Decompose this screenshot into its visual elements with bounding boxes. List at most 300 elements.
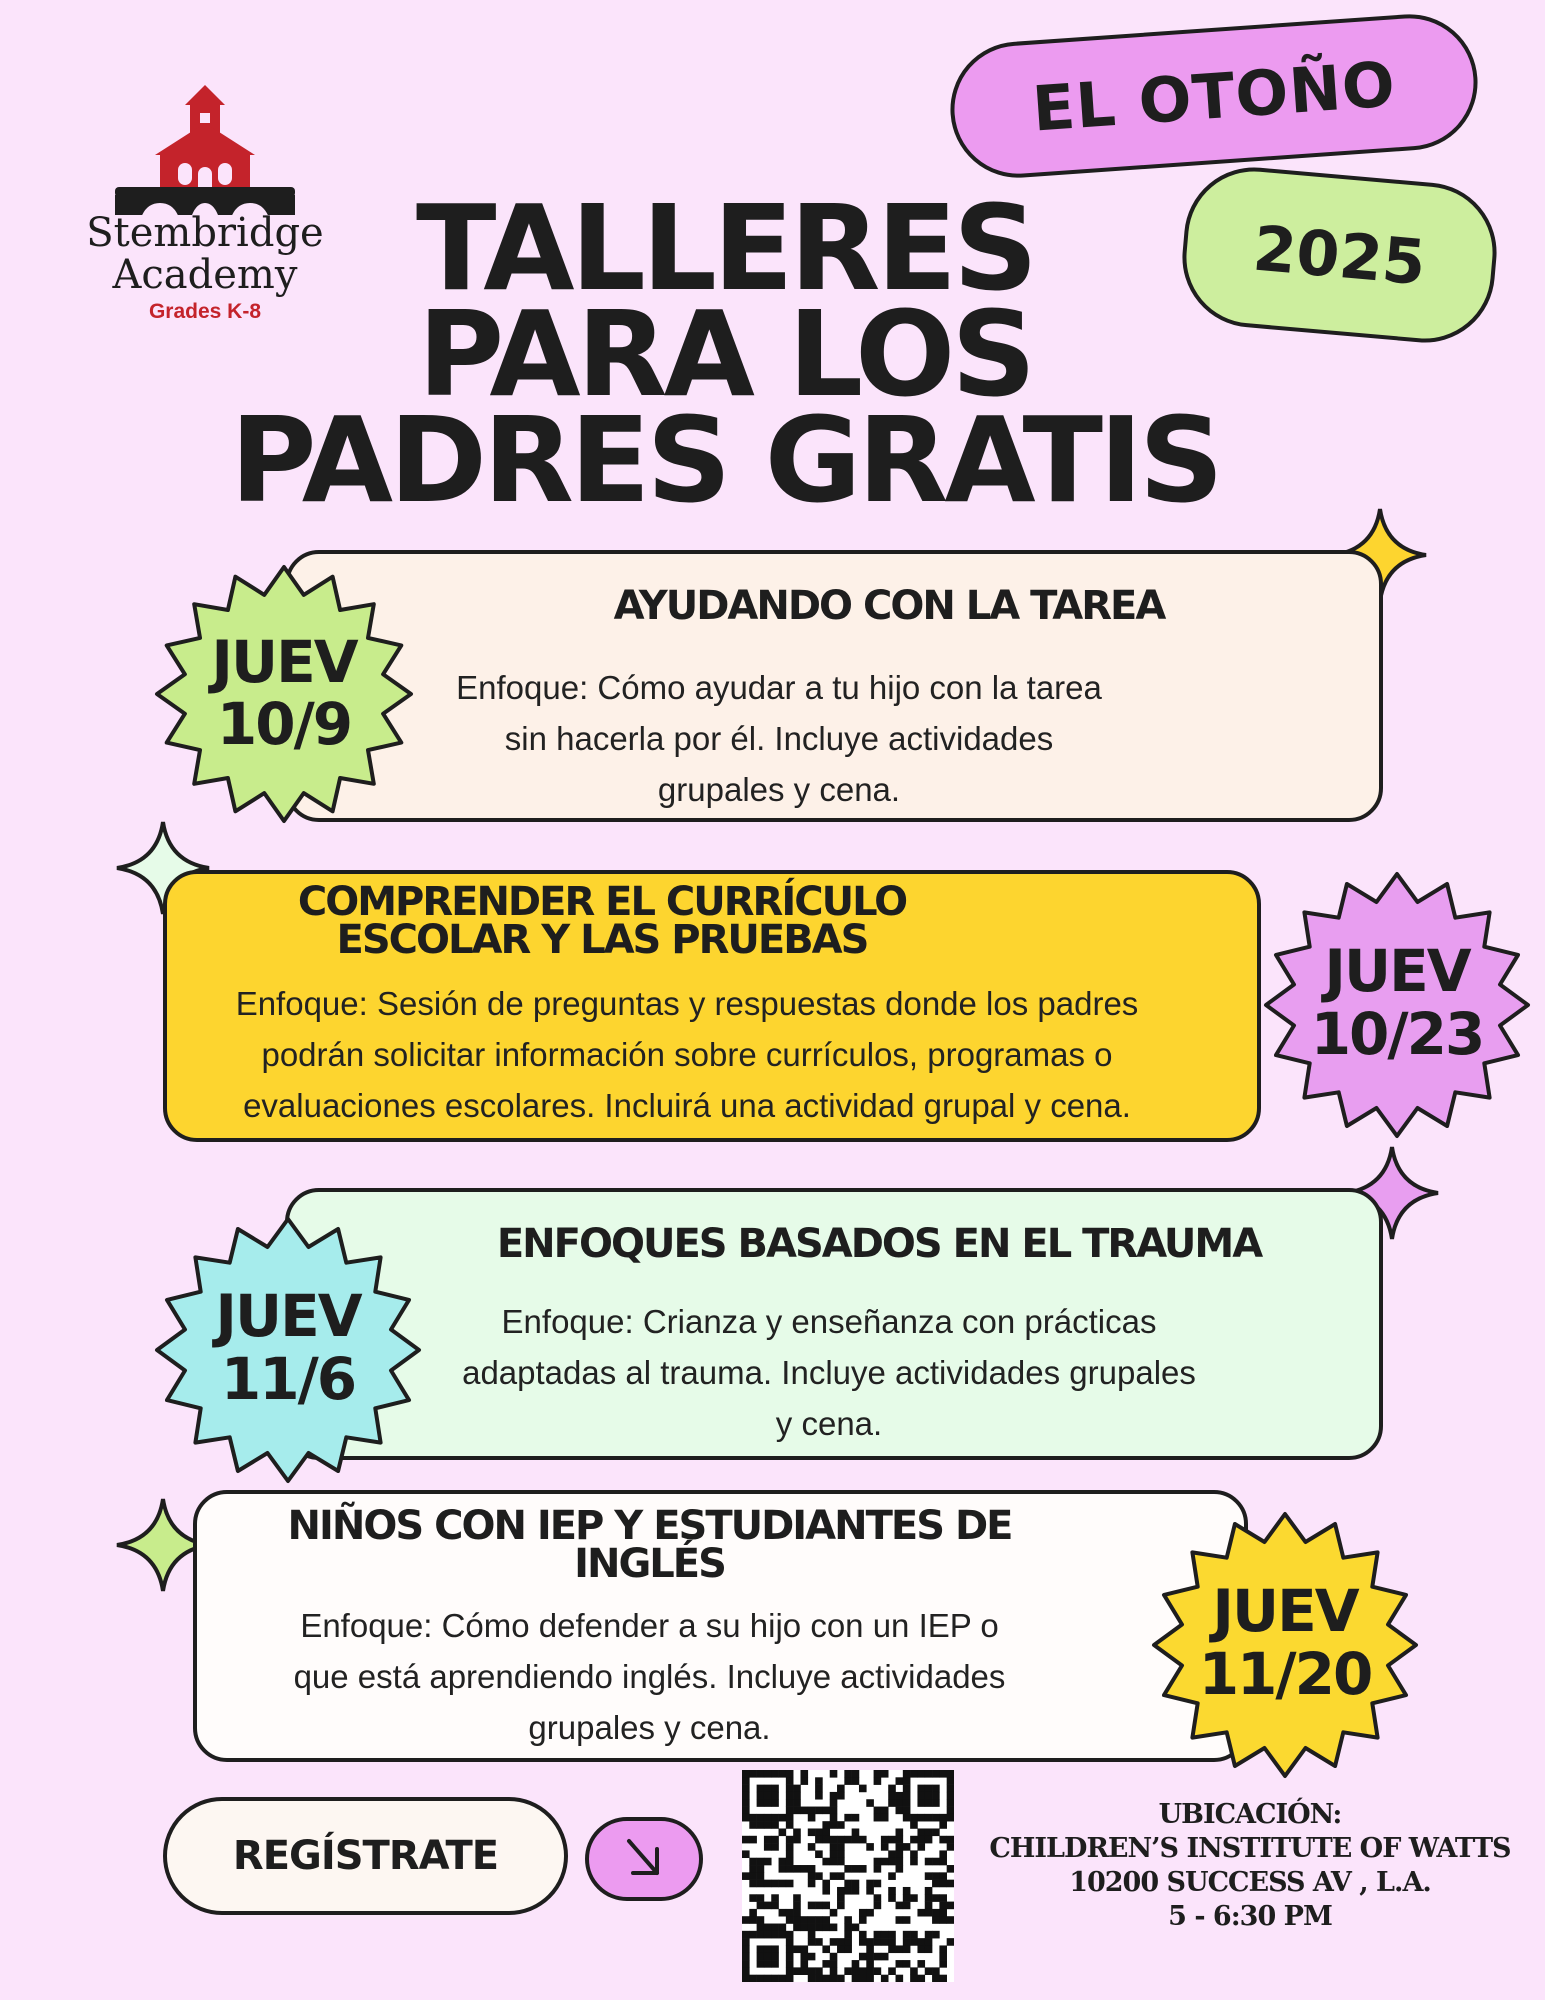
qr-module <box>771 1799 779 1807</box>
qr-module <box>808 1828 816 1836</box>
qr-module <box>742 1770 750 1778</box>
qr-module <box>947 1916 954 1924</box>
qr-module <box>779 1814 787 1822</box>
qr-module <box>866 1938 874 1946</box>
arrow-down-right-icon <box>589 1821 699 1897</box>
qr-module <box>903 1792 911 1800</box>
qr-module <box>866 1945 874 1953</box>
qr-module <box>757 1953 765 1961</box>
qr-module <box>808 1807 816 1815</box>
qr-module <box>844 1814 852 1822</box>
qr-module <box>896 1850 904 1858</box>
school-grades: Grades K-8 <box>148 300 262 323</box>
qr-module <box>808 1931 816 1939</box>
badge-day: JUEV <box>1212 1577 1358 1645</box>
qr-module <box>947 1880 954 1888</box>
qr-module <box>742 1785 750 1793</box>
qr-module <box>925 1828 933 1836</box>
qr-module <box>786 1850 794 1858</box>
qr-module <box>852 1880 860 1888</box>
qr-module <box>786 1770 794 1778</box>
page-title <box>200 179 1250 529</box>
qr-module <box>932 1880 940 1888</box>
qr-module <box>903 1894 911 1902</box>
qr-module <box>939 1821 947 1829</box>
register-button[interactable]: REGÍSTRATE <box>163 1797 568 1915</box>
qr-module <box>874 1814 882 1822</box>
qr-module <box>852 1924 860 1932</box>
qr-module <box>786 1931 794 1939</box>
qr-module <box>800 1960 808 1968</box>
qr-module <box>866 1909 874 1917</box>
qr-module <box>866 1953 874 1961</box>
qr-module <box>830 1770 838 1778</box>
qr-module <box>888 1931 896 1939</box>
qr-module <box>947 1902 954 1910</box>
qr-module <box>874 1865 882 1873</box>
qr-module <box>793 1828 801 1836</box>
qr-module <box>837 1975 845 1982</box>
qr-module <box>757 1865 765 1873</box>
qr-module <box>808 1924 816 1932</box>
location-address: 10200 SUCCESS AV , L.A. <box>1069 1867 1431 1898</box>
qr-module <box>947 1770 954 1778</box>
qr-module <box>925 1894 933 1902</box>
qr-module <box>749 1836 757 1844</box>
qr-module <box>888 1836 896 1844</box>
qr-module <box>822 1945 830 1953</box>
qr-module <box>874 1777 882 1785</box>
qr-module <box>764 1960 772 1968</box>
qr-module <box>939 1945 947 1953</box>
qr-module <box>859 1836 867 1844</box>
qr-module <box>939 1975 947 1982</box>
qr-module <box>903 1945 911 1953</box>
badge-date: 10/23 <box>1310 1000 1484 1068</box>
qr-module <box>793 1945 801 1953</box>
qr-module <box>808 1872 816 1880</box>
qr-module <box>947 1938 954 1946</box>
qr-module <box>742 1850 750 1858</box>
qr-module <box>947 1836 954 1844</box>
qr-module <box>837 1850 845 1858</box>
qr-module <box>939 1770 947 1778</box>
qr-module <box>888 1799 896 1807</box>
qr-module <box>910 1858 918 1866</box>
workshop-title-line1: NIÑOS CON IEP Y ESTUDIANTES DE <box>287 1503 1012 1549</box>
qr-module <box>888 1945 896 1953</box>
qr-module <box>844 1938 852 1946</box>
qr-module <box>822 1916 830 1924</box>
qr-module <box>757 1975 765 1982</box>
qr-module <box>896 1902 904 1910</box>
qr-module <box>932 1975 940 1982</box>
qr-module <box>917 1799 925 1807</box>
qr-module <box>881 1975 889 1982</box>
qr-module <box>932 1894 940 1902</box>
qr-module <box>837 1836 845 1844</box>
qr-module <box>808 1938 816 1946</box>
qr-module <box>939 1902 947 1910</box>
qr-module <box>837 1792 845 1800</box>
location-info <box>985 1798 1515 1934</box>
qr-module <box>822 1902 830 1910</box>
qr-module <box>925 1770 933 1778</box>
qr-module <box>786 1945 794 1953</box>
qr-module <box>910 1770 918 1778</box>
qr-module <box>822 1858 830 1866</box>
qr-module <box>859 1785 867 1793</box>
qr-module <box>917 1785 925 1793</box>
qr-module <box>808 1843 816 1851</box>
qr-code[interactable] <box>742 1770 954 1982</box>
title-line1: TALLERES <box>415 179 1035 317</box>
qr-module <box>903 1916 911 1924</box>
qr-module <box>764 1792 772 1800</box>
qr-module <box>852 1975 860 1982</box>
qr-module <box>771 1836 779 1844</box>
qr-module <box>874 1807 882 1815</box>
qr-module <box>852 1960 860 1968</box>
qr-module <box>830 1821 838 1829</box>
workshop-title-line2: ESCOLAR Y LAS PRUEBAS <box>336 917 868 963</box>
qr-module <box>837 1887 845 1895</box>
qr-module <box>822 1960 830 1968</box>
qr-module <box>800 1770 808 1778</box>
register-arrow-button[interactable] <box>585 1817 703 1901</box>
qr-module <box>874 1967 882 1975</box>
qr-module <box>888 1938 896 1946</box>
qr-module <box>786 1807 794 1815</box>
qr-module <box>830 1953 838 1961</box>
qr-module <box>800 1953 808 1961</box>
qr-module <box>764 1785 772 1793</box>
qr-module <box>903 1777 911 1785</box>
qr-module <box>757 1858 765 1866</box>
qr-module <box>830 1799 838 1807</box>
qr-module <box>939 1880 947 1888</box>
qr-module <box>881 1858 889 1866</box>
workshop-title-line2: INGLÉS <box>574 1541 725 1587</box>
qr-module <box>939 1916 947 1924</box>
qr-module <box>757 1872 765 1880</box>
qr-module <box>939 1960 947 1968</box>
qr-module <box>844 1777 852 1785</box>
qr-module <box>852 1887 860 1895</box>
qr-module <box>742 1975 750 1982</box>
qr-module <box>808 1865 816 1873</box>
qr-module <box>881 1807 889 1815</box>
qr-module <box>896 1865 904 1873</box>
qr-module <box>852 1828 860 1836</box>
qr-module <box>910 1975 918 1982</box>
qr-module <box>888 1858 896 1866</box>
qr-module <box>786 1909 794 1917</box>
qr-module <box>910 1814 918 1822</box>
location-time: 5 - 6:30 PM <box>1168 1901 1332 1932</box>
qr-module <box>844 1916 852 1924</box>
qr-module <box>793 1894 801 1902</box>
workshop-card-iep <box>193 1490 1248 1762</box>
school-name-line2: Academy <box>112 252 298 298</box>
qr-module <box>903 1799 911 1807</box>
qr-module <box>786 1916 794 1924</box>
qr-module <box>757 1894 765 1902</box>
qr-module <box>830 1872 838 1880</box>
school-name-line1: Stembridge <box>86 210 324 256</box>
qr-module <box>874 1894 882 1902</box>
qr-module <box>764 1770 772 1778</box>
qr-module <box>917 1909 925 1917</box>
qr-module <box>852 1777 860 1785</box>
qr-module <box>896 1828 904 1836</box>
qr-module <box>757 1880 765 1888</box>
qr-module <box>896 1843 904 1851</box>
qr-module <box>844 1967 852 1975</box>
qr-module <box>764 1799 772 1807</box>
qr-module <box>771 1880 779 1888</box>
workshop-description: Enfoque: Crianza y enseñanza con prácticas adaptadas al trauma. Incluye actividades grupales y cena. <box>462 1303 1196 1442</box>
workshop-description: Enfoque: Cómo ayudar a tu hijo con la tarea sin hacerla por él. Incluye actividades grupales y cena. <box>456 669 1102 808</box>
qr-module <box>786 1843 794 1851</box>
qr-module <box>749 1858 757 1866</box>
qr-module <box>786 1975 794 1982</box>
qr-module <box>793 1909 801 1917</box>
qr-module <box>749 1872 757 1880</box>
qr-module <box>881 1770 889 1778</box>
qr-module <box>917 1960 925 1968</box>
date-badge-2 <box>1262 870 1532 1140</box>
qr-module <box>815 1785 823 1793</box>
qr-module <box>903 1938 911 1946</box>
qr-module <box>947 1777 954 1785</box>
qr-module <box>808 1880 816 1888</box>
qr-module <box>815 1792 823 1800</box>
qr-module <box>837 1785 845 1793</box>
qr-module <box>742 1945 750 1953</box>
qr-module <box>859 1953 867 1961</box>
qr-module <box>844 1931 852 1939</box>
qr-module <box>903 1843 911 1851</box>
badge-day: JUEV <box>215 1282 361 1350</box>
qr-module <box>757 1924 765 1932</box>
qr-module <box>800 1777 808 1785</box>
qr-module <box>742 1931 750 1939</box>
qr-module <box>903 1887 911 1895</box>
qr-module <box>779 1931 787 1939</box>
qr-module <box>932 1909 940 1917</box>
qr-module <box>881 1938 889 1946</box>
location-label: UBICACIÓN: <box>1158 1799 1342 1830</box>
qr-module <box>939 1909 947 1917</box>
qr-module <box>939 1836 947 1844</box>
qr-module <box>925 1792 933 1800</box>
qr-module <box>808 1814 816 1822</box>
qr-module <box>749 1916 757 1924</box>
qr-module <box>742 1836 750 1844</box>
qr-module <box>866 1975 874 1982</box>
qr-module <box>822 1807 830 1815</box>
qr-module <box>822 1924 830 1932</box>
qr-module <box>779 1880 787 1888</box>
qr-module <box>808 1902 816 1910</box>
qr-module <box>779 1924 787 1932</box>
qr-module <box>903 1770 911 1778</box>
qr-module <box>764 1814 772 1822</box>
qr-module <box>859 1916 867 1924</box>
qr-module <box>793 1967 801 1975</box>
qr-module <box>866 1887 874 1895</box>
qr-module <box>771 1975 779 1982</box>
workshop-description: Enfoque: Cómo defender a su hijo con un IEP o que está aprendiendo inglés. Incluye actividades grupales y cena. <box>293 1607 1006 1746</box>
qr-module <box>932 1770 940 1778</box>
qr-module <box>874 1858 882 1866</box>
qr-module <box>888 1967 896 1975</box>
qr-module <box>786 1785 794 1793</box>
qr-module <box>800 1924 808 1932</box>
qr-module <box>771 1931 779 1939</box>
qr-module <box>764 1975 772 1982</box>
qr-module <box>764 1880 772 1888</box>
qr-module <box>830 1909 838 1917</box>
qr-module <box>786 1814 794 1822</box>
qr-module <box>939 1953 947 1961</box>
qr-module <box>779 1909 787 1917</box>
qr-module <box>749 1894 757 1902</box>
date-badge-1 <box>153 563 415 825</box>
qr-module <box>874 1902 882 1910</box>
qr-module <box>932 1872 940 1880</box>
qr-module <box>764 1945 772 1953</box>
qr-module <box>866 1843 874 1851</box>
qr-module <box>800 1945 808 1953</box>
qr-module <box>917 1938 925 1946</box>
qr-module <box>925 1887 933 1895</box>
qr-module <box>749 1814 757 1822</box>
qr-module <box>852 1967 860 1975</box>
qr-module <box>830 1960 838 1968</box>
qr-module <box>896 1975 904 1982</box>
qr-module <box>917 1770 925 1778</box>
qr-module <box>896 1799 904 1807</box>
qr-module <box>742 1938 750 1946</box>
qr-module <box>786 1865 794 1873</box>
qr-module <box>786 1836 794 1844</box>
qr-module <box>786 1792 794 1800</box>
qr-module <box>903 1807 911 1815</box>
qr-module <box>830 1967 838 1975</box>
qr-module <box>764 1953 772 1961</box>
qr-module <box>932 1828 940 1836</box>
qr-module <box>866 1967 874 1975</box>
qr-module <box>822 1975 830 1982</box>
qr-module <box>786 1880 794 1888</box>
qr-module <box>830 1924 838 1932</box>
year-pill: 2025 <box>1177 162 1503 349</box>
qr-module <box>888 1792 896 1800</box>
qr-module <box>771 1770 779 1778</box>
qr-module <box>771 1960 779 1968</box>
qr-module <box>925 1872 933 1880</box>
qr-module <box>808 1916 816 1924</box>
qr-module <box>896 1960 904 1968</box>
qr-module <box>830 1836 838 1844</box>
workshop-title: ENFOQUES BASADOS EN EL TRAUMA <box>496 1221 1262 1267</box>
qr-module <box>742 1967 750 1975</box>
badge-day: JUEV <box>211 628 357 696</box>
qr-module <box>896 1916 904 1924</box>
qr-module <box>764 1821 772 1829</box>
qr-module <box>830 1858 838 1866</box>
qr-module <box>764 1924 772 1932</box>
qr-module <box>764 1858 772 1866</box>
qr-module <box>917 1814 925 1822</box>
qr-module <box>859 1975 867 1982</box>
qr-module <box>830 1814 838 1822</box>
qr-module <box>947 1814 954 1822</box>
qr-module <box>793 1865 801 1873</box>
qr-module <box>793 1836 801 1844</box>
qr-module <box>749 1821 757 1829</box>
qr-module <box>932 1792 940 1800</box>
qr-module <box>786 1858 794 1866</box>
qr-module <box>771 1945 779 1953</box>
qr-module <box>815 1850 823 1858</box>
qr-module <box>808 1975 816 1982</box>
qr-module <box>844 1887 852 1895</box>
qr-module <box>771 1902 779 1910</box>
qr-module <box>771 1843 779 1851</box>
qr-module <box>844 1880 852 1888</box>
qr-module <box>771 1792 779 1800</box>
qr-module <box>786 1960 794 1968</box>
qr-module <box>903 1814 911 1822</box>
qr-module <box>749 1865 757 1873</box>
qr-module <box>742 1872 750 1880</box>
qr-module <box>757 1916 765 1924</box>
qr-module <box>888 1785 896 1793</box>
qr-module <box>917 1828 925 1836</box>
qr-module <box>837 1894 845 1902</box>
qr-module <box>896 1945 904 1953</box>
qr-module <box>830 1843 838 1851</box>
qr-module <box>910 1821 918 1829</box>
qr-module <box>844 1924 852 1932</box>
workshop-card-trauma <box>285 1188 1383 1460</box>
qr-module <box>859 1938 867 1946</box>
qr-module <box>939 1814 947 1822</box>
qr-module <box>852 1865 860 1873</box>
qr-module <box>917 1843 925 1851</box>
qr-module <box>925 1967 933 1975</box>
qr-module <box>757 1902 765 1910</box>
qr-module <box>925 1938 933 1946</box>
badge-date: 10/9 <box>216 690 352 758</box>
qr-module <box>844 1865 852 1873</box>
qr-module <box>866 1799 874 1807</box>
qr-module <box>837 1902 845 1910</box>
qr-module <box>830 1850 838 1858</box>
qr-module <box>800 1807 808 1815</box>
qr-module <box>932 1799 940 1807</box>
qr-module <box>947 1799 954 1807</box>
qr-module <box>800 1865 808 1873</box>
workshop-title: AYUDANDO CON LA TAREA <box>613 583 1165 629</box>
qr-module <box>786 1777 794 1785</box>
qr-module <box>808 1953 816 1961</box>
qr-module <box>896 1858 904 1866</box>
qr-module <box>917 1945 925 1953</box>
